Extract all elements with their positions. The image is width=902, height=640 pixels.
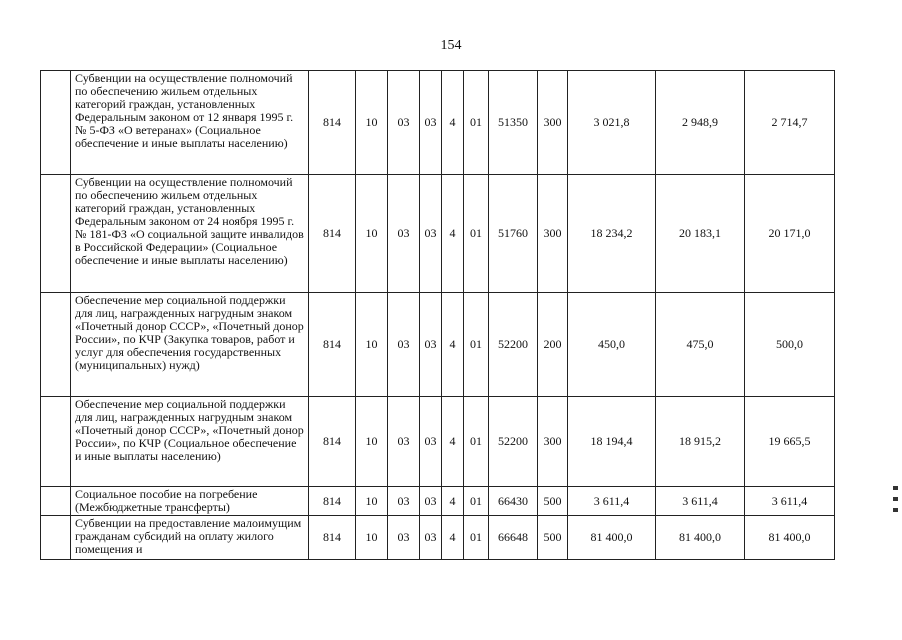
code-program-cell: 03 bbox=[420, 175, 442, 293]
row-index-cell bbox=[41, 71, 71, 175]
code-program-cell: 03 bbox=[420, 487, 442, 516]
code-subsection-cell: 03 bbox=[388, 397, 420, 487]
code-ministry-cell: 814 bbox=[309, 487, 356, 516]
description-cell: Обеспечение мер социальной поддержки для лиц, награжденных нагрудным знаком «Почетный донор СССР», «Почетный донор России», по КЧР (Социальное обеспечение и иные выплаты населению) bbox=[71, 397, 309, 487]
code-program-cell: 03 bbox=[420, 516, 442, 560]
code-direction-cell: 66648 bbox=[489, 516, 538, 560]
table-row bbox=[41, 516, 835, 560]
code-event-cell: 01 bbox=[464, 293, 489, 397]
amount-cell: 3 611,4 bbox=[656, 487, 745, 516]
code-expense-type-cell: 300 bbox=[538, 71, 568, 175]
code-subprogram-cell: 4 bbox=[442, 175, 464, 293]
code-event-cell: 01 bbox=[464, 516, 489, 560]
code-direction-cell: 52200 bbox=[489, 293, 538, 397]
amount-cell: 500,0 bbox=[745, 293, 835, 397]
table-row bbox=[41, 487, 835, 516]
code-subsection-cell: 03 bbox=[388, 71, 420, 175]
amount-cell: 3 611,4 bbox=[745, 487, 835, 516]
amount-cell: 81 400,0 bbox=[745, 516, 835, 560]
description-cell: Социальное пособие на погребение (Межбюджетные трансферты) bbox=[71, 487, 309, 516]
amount-cell: 2 948,9 bbox=[656, 71, 745, 175]
code-subprogram-cell: 4 bbox=[442, 516, 464, 560]
code-direction-cell: 51760 bbox=[489, 175, 538, 293]
amount-cell: 20 183,1 bbox=[656, 175, 745, 293]
code-event-cell: 01 bbox=[464, 71, 489, 175]
code-event-cell: 01 bbox=[464, 487, 489, 516]
code-subprogram-cell: 4 bbox=[442, 487, 464, 516]
page-number: 154 bbox=[440, 38, 462, 53]
row-index-cell bbox=[41, 516, 71, 560]
code-ministry-cell: 814 bbox=[309, 175, 356, 293]
code-expense-type-cell: 300 bbox=[538, 175, 568, 293]
scan-edge-mark bbox=[893, 497, 898, 501]
code-subsection-cell: 03 bbox=[388, 175, 420, 293]
amount-cell: 450,0 bbox=[568, 293, 656, 397]
row-index-cell bbox=[41, 397, 71, 487]
amount-cell: 81 400,0 bbox=[656, 516, 745, 560]
code-event-cell: 01 bbox=[464, 175, 489, 293]
code-section-cell: 10 bbox=[356, 487, 388, 516]
code-program-cell: 03 bbox=[420, 397, 442, 487]
code-expense-type-cell: 300 bbox=[538, 397, 568, 487]
amount-cell: 19 665,5 bbox=[745, 397, 835, 487]
code-section-cell: 10 bbox=[356, 293, 388, 397]
budget-table bbox=[40, 70, 835, 560]
amount-cell: 18 915,2 bbox=[656, 397, 745, 487]
code-ministry-cell: 814 bbox=[309, 293, 356, 397]
code-subsection-cell: 03 bbox=[388, 516, 420, 560]
code-section-cell: 10 bbox=[356, 71, 388, 175]
code-direction-cell: 52200 bbox=[489, 397, 538, 487]
code-subsection-cell: 03 bbox=[388, 293, 420, 397]
amount-cell: 81 400,0 bbox=[568, 516, 656, 560]
row-index-cell bbox=[41, 487, 71, 516]
table-row bbox=[41, 71, 835, 175]
description-cell: Обеспечение мер социальной поддержки для лиц, награжденных нагрудным знаком «Почетный донор СССР», «Почетный донор России», по КЧР (Закупка товаров, работ и услуг для обеспечения государственных (муниципальных) нужд) bbox=[71, 293, 309, 397]
code-section-cell: 10 bbox=[356, 175, 388, 293]
amount-cell: 18 234,2 bbox=[568, 175, 656, 293]
amount-cell: 2 714,7 bbox=[745, 71, 835, 175]
code-expense-type-cell: 500 bbox=[538, 487, 568, 516]
code-ministry-cell: 814 bbox=[309, 397, 356, 487]
code-subprogram-cell: 4 bbox=[442, 71, 464, 175]
amount-cell: 3 611,4 bbox=[568, 487, 656, 516]
code-event-cell: 01 bbox=[464, 397, 489, 487]
table-row bbox=[41, 175, 835, 293]
code-direction-cell: 66430 bbox=[489, 487, 538, 516]
code-expense-type-cell: 200 bbox=[538, 293, 568, 397]
code-subprogram-cell: 4 bbox=[442, 397, 464, 487]
code-ministry-cell: 814 bbox=[309, 516, 356, 560]
amount-cell: 18 194,4 bbox=[568, 397, 656, 487]
code-ministry-cell: 814 bbox=[309, 71, 356, 175]
scan-edge-mark bbox=[893, 508, 898, 512]
code-subprogram-cell: 4 bbox=[442, 293, 464, 397]
amount-cell: 475,0 bbox=[656, 293, 745, 397]
code-program-cell: 03 bbox=[420, 293, 442, 397]
code-direction-cell: 51350 bbox=[489, 71, 538, 175]
amount-cell: 3 021,8 bbox=[568, 71, 656, 175]
row-index-cell bbox=[41, 293, 71, 397]
code-subsection-cell: 03 bbox=[388, 487, 420, 516]
scan-edge-mark bbox=[893, 486, 898, 490]
description-cell: Субвенции на осуществление полномочий по обеспечению жильем отдельных категорий граждан, установленных Федеральным законом от 24 ноября 1995 г. № 181-ФЗ «О социальной защите инвалидов в Российской Федерации» (Социальное обеспечение и иные выплаты населению) bbox=[71, 175, 309, 293]
table-row bbox=[41, 293, 835, 397]
code-section-cell: 10 bbox=[356, 397, 388, 487]
table-row bbox=[41, 397, 835, 487]
code-section-cell: 10 bbox=[356, 516, 388, 560]
description-cell: Субвенции на осуществление полномочий по обеспечению жильем отдельных категорий граждан, установленных Федеральным законом от 12 января 1995 г. № 5-ФЗ «О ветеранах» (Социальное обеспечение и иные выплаты населению) bbox=[71, 71, 309, 175]
row-index-cell bbox=[41, 175, 71, 293]
code-expense-type-cell: 500 bbox=[538, 516, 568, 560]
code-program-cell: 03 bbox=[420, 71, 442, 175]
description-cell: Субвенции на предоставление малоимущим гражданам субсидий на оплату жилого помещения и bbox=[71, 516, 309, 560]
amount-cell: 20 171,0 bbox=[745, 175, 835, 293]
